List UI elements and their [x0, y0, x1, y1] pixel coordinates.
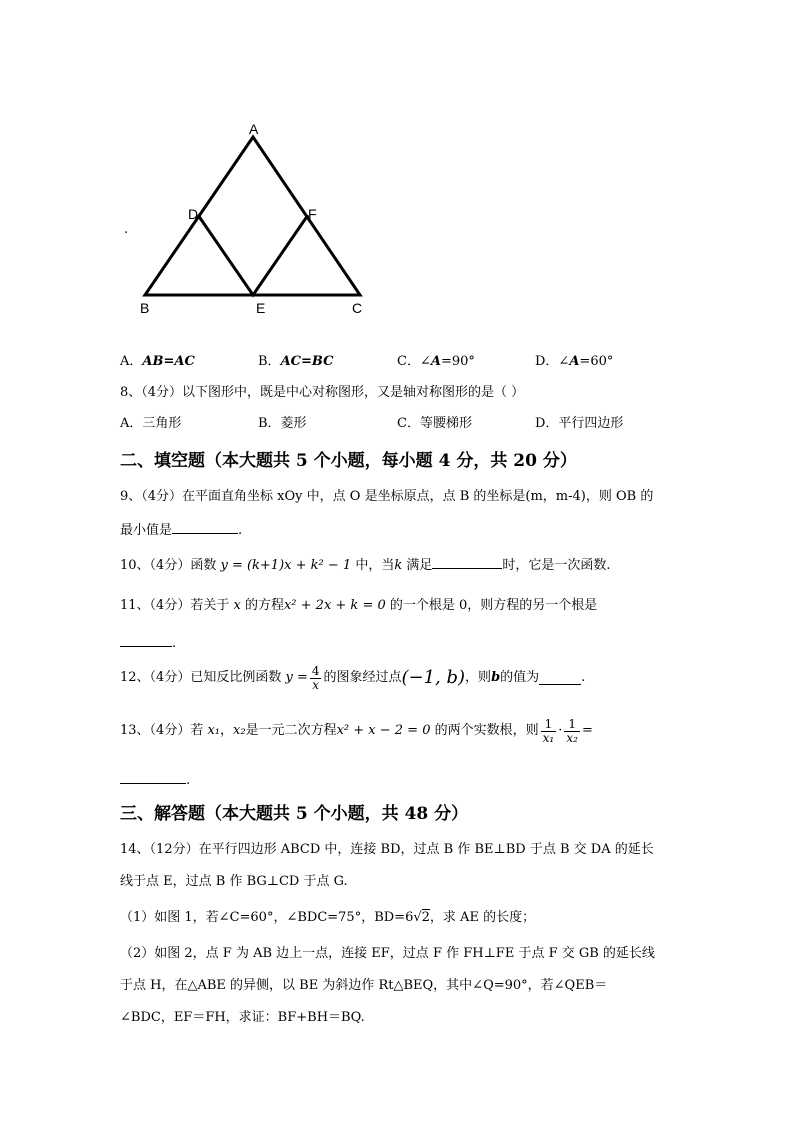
q11-answer-blank [120, 634, 172, 647]
q13-line2: . [120, 771, 190, 789]
label-d: D [188, 206, 199, 222]
label-c: C [352, 300, 363, 316]
q7-option-c: C．∠A=90° [397, 354, 475, 369]
q8-option-a: A．三角形 [120, 416, 182, 431]
q12-point: (−1, b) [401, 667, 466, 688]
q8-option-c: C．等腰梯形 [397, 416, 472, 431]
q14-part2-line1: （2）如图 2，点 F 为 AB 边上一点，连接 EF，过点 F 作 FH⊥FE 于点 F 交 GB 的延长线 [120, 946, 655, 961]
q13-formula: x² + x − 2 = 0 [336, 723, 431, 738]
q7-option-b: B．AC=BC [258, 354, 334, 369]
label-e: E [256, 300, 266, 316]
q14-line1: 14、（12分）在平行四边形 ABCD 中，连接 BD，过点 B 作 BE⊥BD 于点 B 交 DA 的延长 [120, 842, 654, 857]
section-3-title: 三、解答题（本大题共 5 个小题，共 48 分） [120, 804, 469, 824]
q13-fraction-2: $\frac{1}{\text{x₂}}$ [566, 716, 578, 745]
q7-option-d: D．∠A=60° [535, 354, 614, 369]
q10-line: 10、（4分）函数 y = (k+1)x + k² − 1 中，当k 满足 时，它是一次函数. [120, 558, 611, 573]
q12-fraction: $\frac{4}{x}$ [311, 663, 320, 692]
q14-part1: （1）如图 1，若∠C=60°，∠BDC=75°，BD=6√2，求 AE 的长度； [120, 910, 536, 925]
triangle-abc [145, 137, 360, 295]
q9-answer-blank [172, 521, 238, 534]
q14-line2: 线于点 E，过点 B 作 BG⊥CD 于点 G. [120, 874, 348, 889]
q11-line1: 11、（4分）若关于 x 的方程x² + 2x + k = 0 的一个根是 0，则方程的另一个根是 [120, 598, 598, 613]
q8-option-b: B．菱形 [258, 416, 307, 431]
q13-fraction-1: $\frac{1}{\text{x₁}}$ [542, 716, 555, 745]
q12-line: 12、（4分）已知反比例函数 y = $\frac{4}{x}$ 的图象经过点 (−1, b) ，则 b 的值为 . [120, 663, 586, 692]
label-a: A [249, 121, 259, 137]
segments-de-ef [198, 215, 308, 295]
q11-formula: x² + 2x + k = 0 [283, 598, 386, 613]
sqrt-icon: √2 [413, 910, 430, 925]
q12-answer-blank [539, 672, 581, 685]
section-2-title: 二、填空题（本大题共 5 个小题，每小题 4 分，共 20 分） [120, 451, 577, 471]
q8-stem: 8、（4分）以下图形中，既是中心对称图形，又是轴对称图形的是（ ） [120, 385, 525, 400]
q8-option-d: D．平行四边形 [535, 416, 624, 431]
q14-part2-line3: ∠BDC，EF＝FH，求证：BF+BH＝BQ. [120, 1010, 365, 1025]
q9-line1: 9、（4分）在平面直角坐标 xOy 中，点 O 是坐标原点，点 B 的坐标是(m，m-4)，则 OB 的 [120, 489, 654, 504]
q9-line2: 最小值是 . [120, 523, 243, 538]
q13-line1: 13、（4分）若 x₁ ， x₂ 是一元二次方程 x² + x − 2 = 0 的两个实数根，则 $\frac{1}{\text{x₁}}$ · $\frac{1}{\text{x₂}}$ = [120, 716, 593, 745]
q13-answer-blank [120, 771, 186, 784]
label-f: F [308, 206, 317, 222]
q7-option-a: A．AB=AC [120, 354, 195, 369]
q14-part2-line2: 于点 H，在△ABE 的异侧，以 BE 为斜边作 Rt△BEQ，其中∠Q=90°，若∠QEB＝ [120, 978, 608, 993]
q10-formula: y = (k+1)x + k² − 1 [220, 558, 352, 573]
triangle-figure [110, 115, 380, 325]
stray-dot: . [124, 222, 129, 237]
q10-answer-blank [432, 556, 502, 569]
q11-line2: . [120, 634, 176, 652]
label-b: B [140, 300, 150, 316]
